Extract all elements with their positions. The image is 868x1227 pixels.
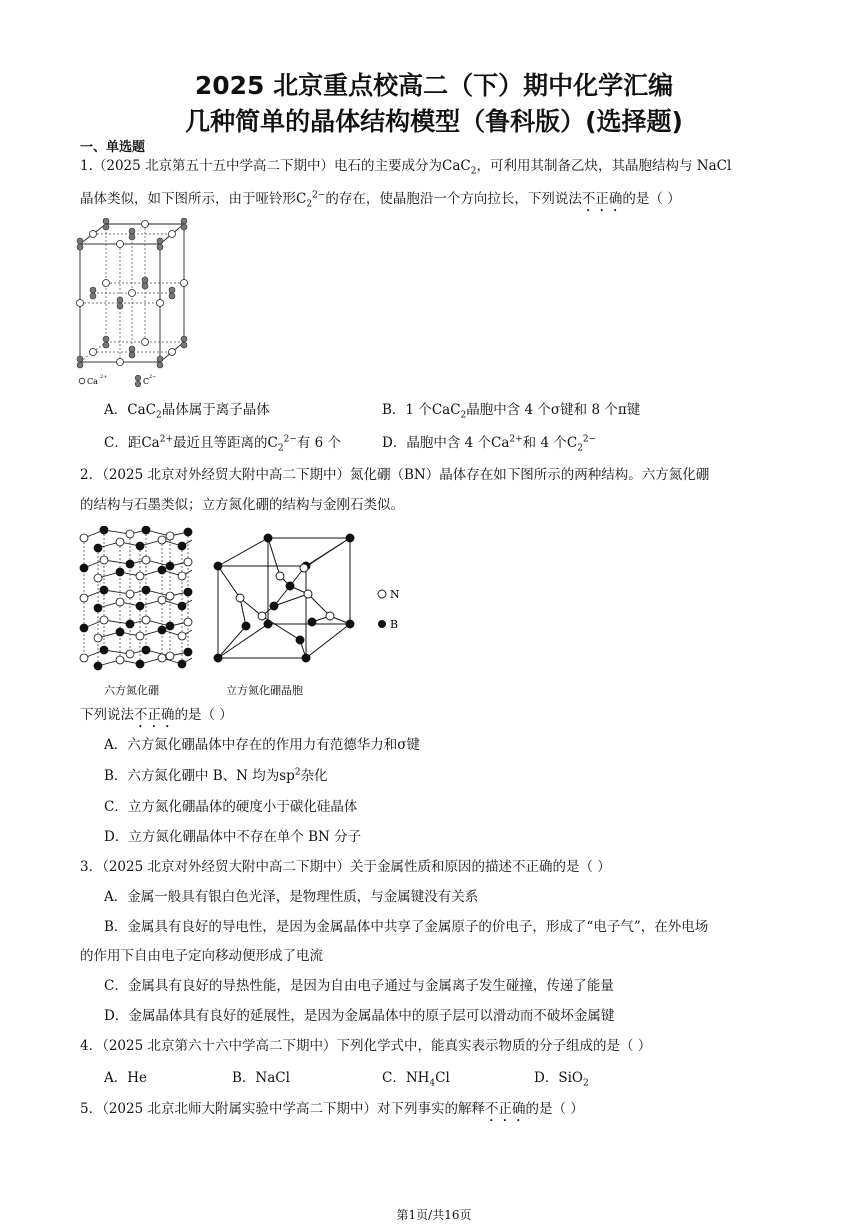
q1-option-c: C．距$Ca^{2+}$最近且等距离的$C_2^{2-}$有 6 个	[104, 434, 342, 454]
q2-option-d: D．立方氮化硼晶体中不存在单个 BN 分子	[104, 829, 362, 845]
q2-stem: 下列说法不正确的是（ ）	[80, 707, 233, 723]
hexagonal-bn-figure	[78, 526, 203, 671]
q1-option-d: D．晶胞中含 4 个$Ca^{2+}$和 4 个$C_2^{2-}$	[382, 434, 597, 454]
page-footer: 第1页/共16页	[396, 1208, 472, 1222]
section-heading: 一、单选题	[80, 140, 146, 155]
q4-option-a: A．He	[104, 1070, 148, 1086]
page-subtitle: 几种简单的晶体结构模型（鲁科版）(选择题)	[185, 107, 683, 136]
q3-option-a: A．金属一般具有银白色光泽，是物理性质，与金属键没有关系	[104, 889, 479, 905]
q3-option-d: D．金属晶体具有良好的延展性，是因为金属晶体中的原子层可以滑动而不破坏金属键	[104, 1008, 615, 1024]
q2-option-c: C．立方氮化硼晶体的硬度小于碳化硅晶体	[104, 799, 358, 815]
cubic-bn-figure	[212, 532, 362, 667]
q2-line2: 的结构与石墨类似；立方氮化硼的结构与金刚石类似。	[80, 497, 404, 513]
legend-c: C	[143, 377, 150, 386]
q3-option-b-line1: B．金属具有良好的导电性，是因为金属晶体中共享了金属原子的价电子，形成了“电子气”，在外电场	[104, 919, 709, 935]
caption-hexagonal-bn: 六方氮化硼	[104, 684, 159, 697]
q4-option-d: D．SiO$_2$	[534, 1070, 589, 1089]
q2-option-a: A．六方氮化硼晶体中存在的作用力有范德华力和σ键	[104, 737, 420, 753]
q2-option-b: B．六方氮化硼中 B、N 均为$sp^2$杂化	[104, 767, 328, 784]
legend-b: B	[390, 618, 399, 631]
legend-n: N	[390, 588, 400, 601]
q4-option-c: C．$NH_4Cl$	[382, 1070, 450, 1089]
cac2-unit-cell-figure	[76, 218, 196, 393]
bn-legend	[376, 584, 416, 634]
q3-option-c: C．金属具有良好的导热性能，是因为自由电子通过与金属离子发生碰撞，传递了能量	[104, 978, 614, 994]
q1-line2: 晶体类似，如下图所示，由于哑铃形$C_2^{2-}$的存在，使晶胞沿一个方向拉长，下列说法不正确的是（ ）	[80, 190, 681, 210]
q4-stem: 4．（2025 北京第六十六中学高二下期中）下列化学式中，能真实表示物质的分子组成的是（ ）	[80, 1038, 652, 1054]
q1-option-b: B．1 个CaC$_2$晶胞中含 4 个σ键和 8 个π键	[382, 402, 641, 421]
caption-cubic-bn: 立方氮化硼晶胞	[226, 684, 303, 697]
q1-option-a: A．CaC$_2$晶体属于离子晶体	[104, 402, 270, 421]
svg-text:2−: 2−	[149, 374, 157, 380]
q3-stem: 3．（2025 北京对外经贸大附中高二下期中）关于金属性质和原因的描述不正确的是（ ）	[80, 859, 611, 875]
q4-option-b: B．NaCl	[232, 1070, 290, 1086]
page-title: 2025 北京重点校高二（下）期中化学汇编	[194, 71, 674, 100]
q3-option-b-line2: 的作用下自由电子定向移动便形成了电流	[80, 948, 323, 964]
legend-ca: Ca	[87, 377, 98, 386]
q5-stem: 5．（2025 北京北师大附属实验中学高二下期中）对下列事实的解释不正确的是（ ）	[80, 1101, 584, 1117]
q1-line1: 1.（2025 北京第五十五中学高二下期中）电石的主要成分为CaC$_2$，可利用其制备乙炔，其晶胞结构与 NaCl	[80, 158, 732, 177]
q2-line1: 2．（2025 北京对外经贸大附中高二下期中）氮化硼（BN）晶体存在如下图所示的两种结构。六方氮化硼	[80, 467, 710, 483]
svg-text:2+: 2+	[100, 374, 108, 380]
